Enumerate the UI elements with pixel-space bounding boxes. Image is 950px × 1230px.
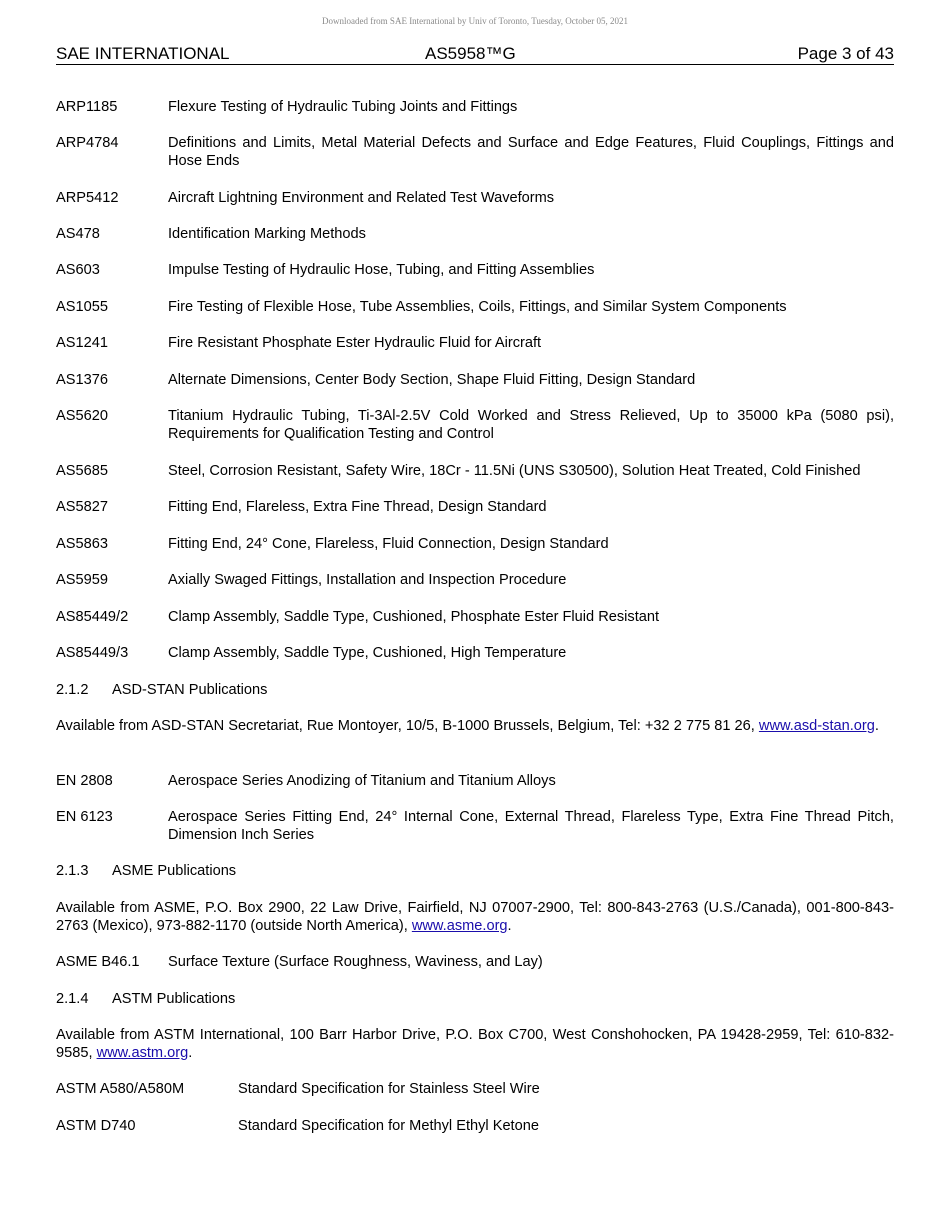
reference-row: [56, 371, 894, 389]
reference-code: AS5620: [56, 408, 108, 424]
download-watermark: Downloaded from SAE International by Univ of Toronto, Tuesday, October 05, 2021: [321, 16, 629, 26]
reference-title: Aerospace Series Fitting End, 24° Internal Cone, External Thread, Flareless Type, Extra Fine Thread Pitch, Dimension Inch Series: [168, 809, 894, 843]
section-title: ASME Publications: [112, 863, 237, 879]
reference-title: Definitions and Limits, Metal Material Defects and Surface and Edge Features, Fluid Couplings, Fittings and Hose Ends: [168, 135, 894, 169]
reference-code: AS85449/3: [56, 645, 129, 661]
asme-link[interactable]: www.asme.org: [411, 918, 508, 934]
asd-stan-link[interactable]: www.asd-stan.org: [758, 718, 875, 734]
section-heading-asd-stan: [56, 681, 894, 699]
reference-row: [56, 225, 894, 243]
reference-title: Surface Texture (Surface Roughness, Waviness, and Lay): [168, 954, 543, 970]
reference-title: Fire Resistant Phosphate Ester Hydraulic Fluid for Aircraft: [168, 335, 542, 351]
reference-title: Impulse Testing of Hydraulic Hose, Tubing, and Fitting Assemblies: [168, 262, 595, 278]
availability-text: Available from ASTM International, 100 Barr Harbor Drive, P.O. Box C700, West Conshohocken, PA 19428-2959, Tel: 610-832-9585,: [56, 1027, 894, 1061]
reference-code: AS5959: [56, 572, 108, 588]
reference-row: [56, 298, 894, 316]
reference-code: ASME B46.1: [56, 954, 140, 970]
reference-row: [56, 808, 894, 844]
header-organization: SAE INTERNATIONAL: [56, 44, 230, 63]
section-number: 2.1.3: [56, 863, 89, 879]
availability-text: Available from ASD-STAN Secretariat, Rue Montoyer, 10/5, B-1000 Brussels, Belgium, Tel: +32 2 775 81 26,: [56, 718, 755, 734]
reference-row: [56, 261, 894, 279]
reference-code: AS85449/2: [56, 609, 129, 625]
reference-title: Standard Specification for Stainless Steel Wire: [238, 1081, 540, 1097]
reference-row: [56, 571, 894, 589]
reference-row: [56, 1080, 894, 1098]
asd-stan-availability: [56, 717, 894, 735]
reference-title: Axially Swaged Fittings, Installation and Inspection Procedure: [168, 572, 567, 588]
section-title: ASD-STAN Publications: [112, 682, 268, 698]
astm-link[interactable]: www.astm.org: [96, 1045, 189, 1061]
page-header: [56, 44, 894, 65]
reference-title: Identification Marking Methods: [168, 226, 366, 242]
trailing-period: .: [507, 918, 512, 934]
reference-code: ARP4784: [56, 135, 119, 151]
header-page-number: Page 3 of 43: [797, 44, 894, 63]
reference-title: Fire Testing of Flexible Hose, Tube Assemblies, Coils, Fittings, and Similar System Components: [168, 299, 787, 315]
reference-code: AS5863: [56, 536, 108, 552]
reference-code: AS5827: [56, 499, 108, 515]
section-number: 2.1.4: [56, 991, 89, 1007]
reference-code: AS1055: [56, 299, 108, 315]
reference-code: EN 6123: [56, 809, 113, 825]
reference-row: [56, 953, 894, 971]
reference-title: Standard Specification for Methyl Ethyl Ketone: [238, 1118, 539, 1134]
reference-code: AS1376: [56, 372, 108, 388]
reference-title: Clamp Assembly, Saddle Type, Cushioned, High Temperature: [168, 645, 567, 661]
reference-code: ASTM A580/A580M: [56, 1081, 185, 1097]
reference-title: Clamp Assembly, Saddle Type, Cushioned, Phosphate Ester Fluid Resistant: [168, 609, 660, 625]
reference-title: Titanium Hydraulic Tubing, Ti-3Al-2.5V Cold Worked and Stress Relieved, Up to 35000 kPa (5080 psi), Requirements for Qualification Testing and Control: [168, 408, 894, 442]
reference-code: ASTM D740: [56, 1118, 136, 1134]
reference-row: [56, 134, 894, 170]
availability-text: Available from ASME, P.O. Box 2900, 22 Law Drive, Fairfield, NJ 07007-2900, Tel: 800-843-2763 (U.S./Canada), 001-800-843-2763 (Mexico), 973-882-1170 (outside North America),: [56, 900, 894, 934]
reference-row: [56, 98, 894, 116]
section-number: 2.1.2: [56, 682, 89, 698]
reference-code: AS5685: [56, 463, 108, 479]
trailing-period: .: [188, 1045, 193, 1061]
reference-row: [56, 644, 894, 662]
reference-code: AS478: [56, 226, 100, 242]
reference-code: ARP1185: [56, 99, 118, 115]
reference-title: Alternate Dimensions, Center Body Section, Shape Fluid Fitting, Design Standard: [168, 372, 696, 388]
reference-title: Fitting End, Flareless, Extra Fine Thread, Design Standard: [168, 499, 547, 515]
trailing-period: .: [874, 718, 879, 734]
reference-code: AS603: [56, 262, 100, 278]
reference-title: Flexure Testing of Hydraulic Tubing Joints and Fittings: [168, 99, 518, 115]
reference-row: [56, 189, 894, 207]
reference-title: Fitting End, 24° Cone, Flareless, Fluid Connection, Design Standard: [168, 536, 609, 552]
header-document-number: AS5958™G: [425, 44, 516, 63]
reference-code: EN 2808: [56, 773, 113, 789]
reference-row: [56, 462, 894, 480]
reference-title: Aerospace Series Anodizing of Titanium and Titanium Alloys: [168, 773, 556, 789]
astm-availability: [56, 1026, 894, 1062]
reference-code: ARP5412: [56, 190, 119, 206]
reference-row: [56, 498, 894, 516]
section-title: ASTM Publications: [112, 991, 236, 1007]
reference-row: [56, 334, 894, 352]
section-heading-asme: [56, 862, 894, 880]
reference-row: [56, 1117, 894, 1135]
reference-row: [56, 407, 894, 443]
section-heading-astm: [56, 990, 894, 1008]
reference-row: [56, 535, 894, 553]
reference-title: Steel, Corrosion Resistant, Safety Wire, 18Cr - 11.5Ni (UNS S30500), Solution Heat Treated, Cold Finished: [168, 463, 861, 479]
asme-availability: [56, 899, 894, 935]
reference-code: AS1241: [56, 335, 108, 351]
reference-title: Aircraft Lightning Environment and Related Test Waveforms: [168, 190, 555, 206]
reference-row: [56, 772, 894, 790]
reference-row: [56, 608, 894, 626]
